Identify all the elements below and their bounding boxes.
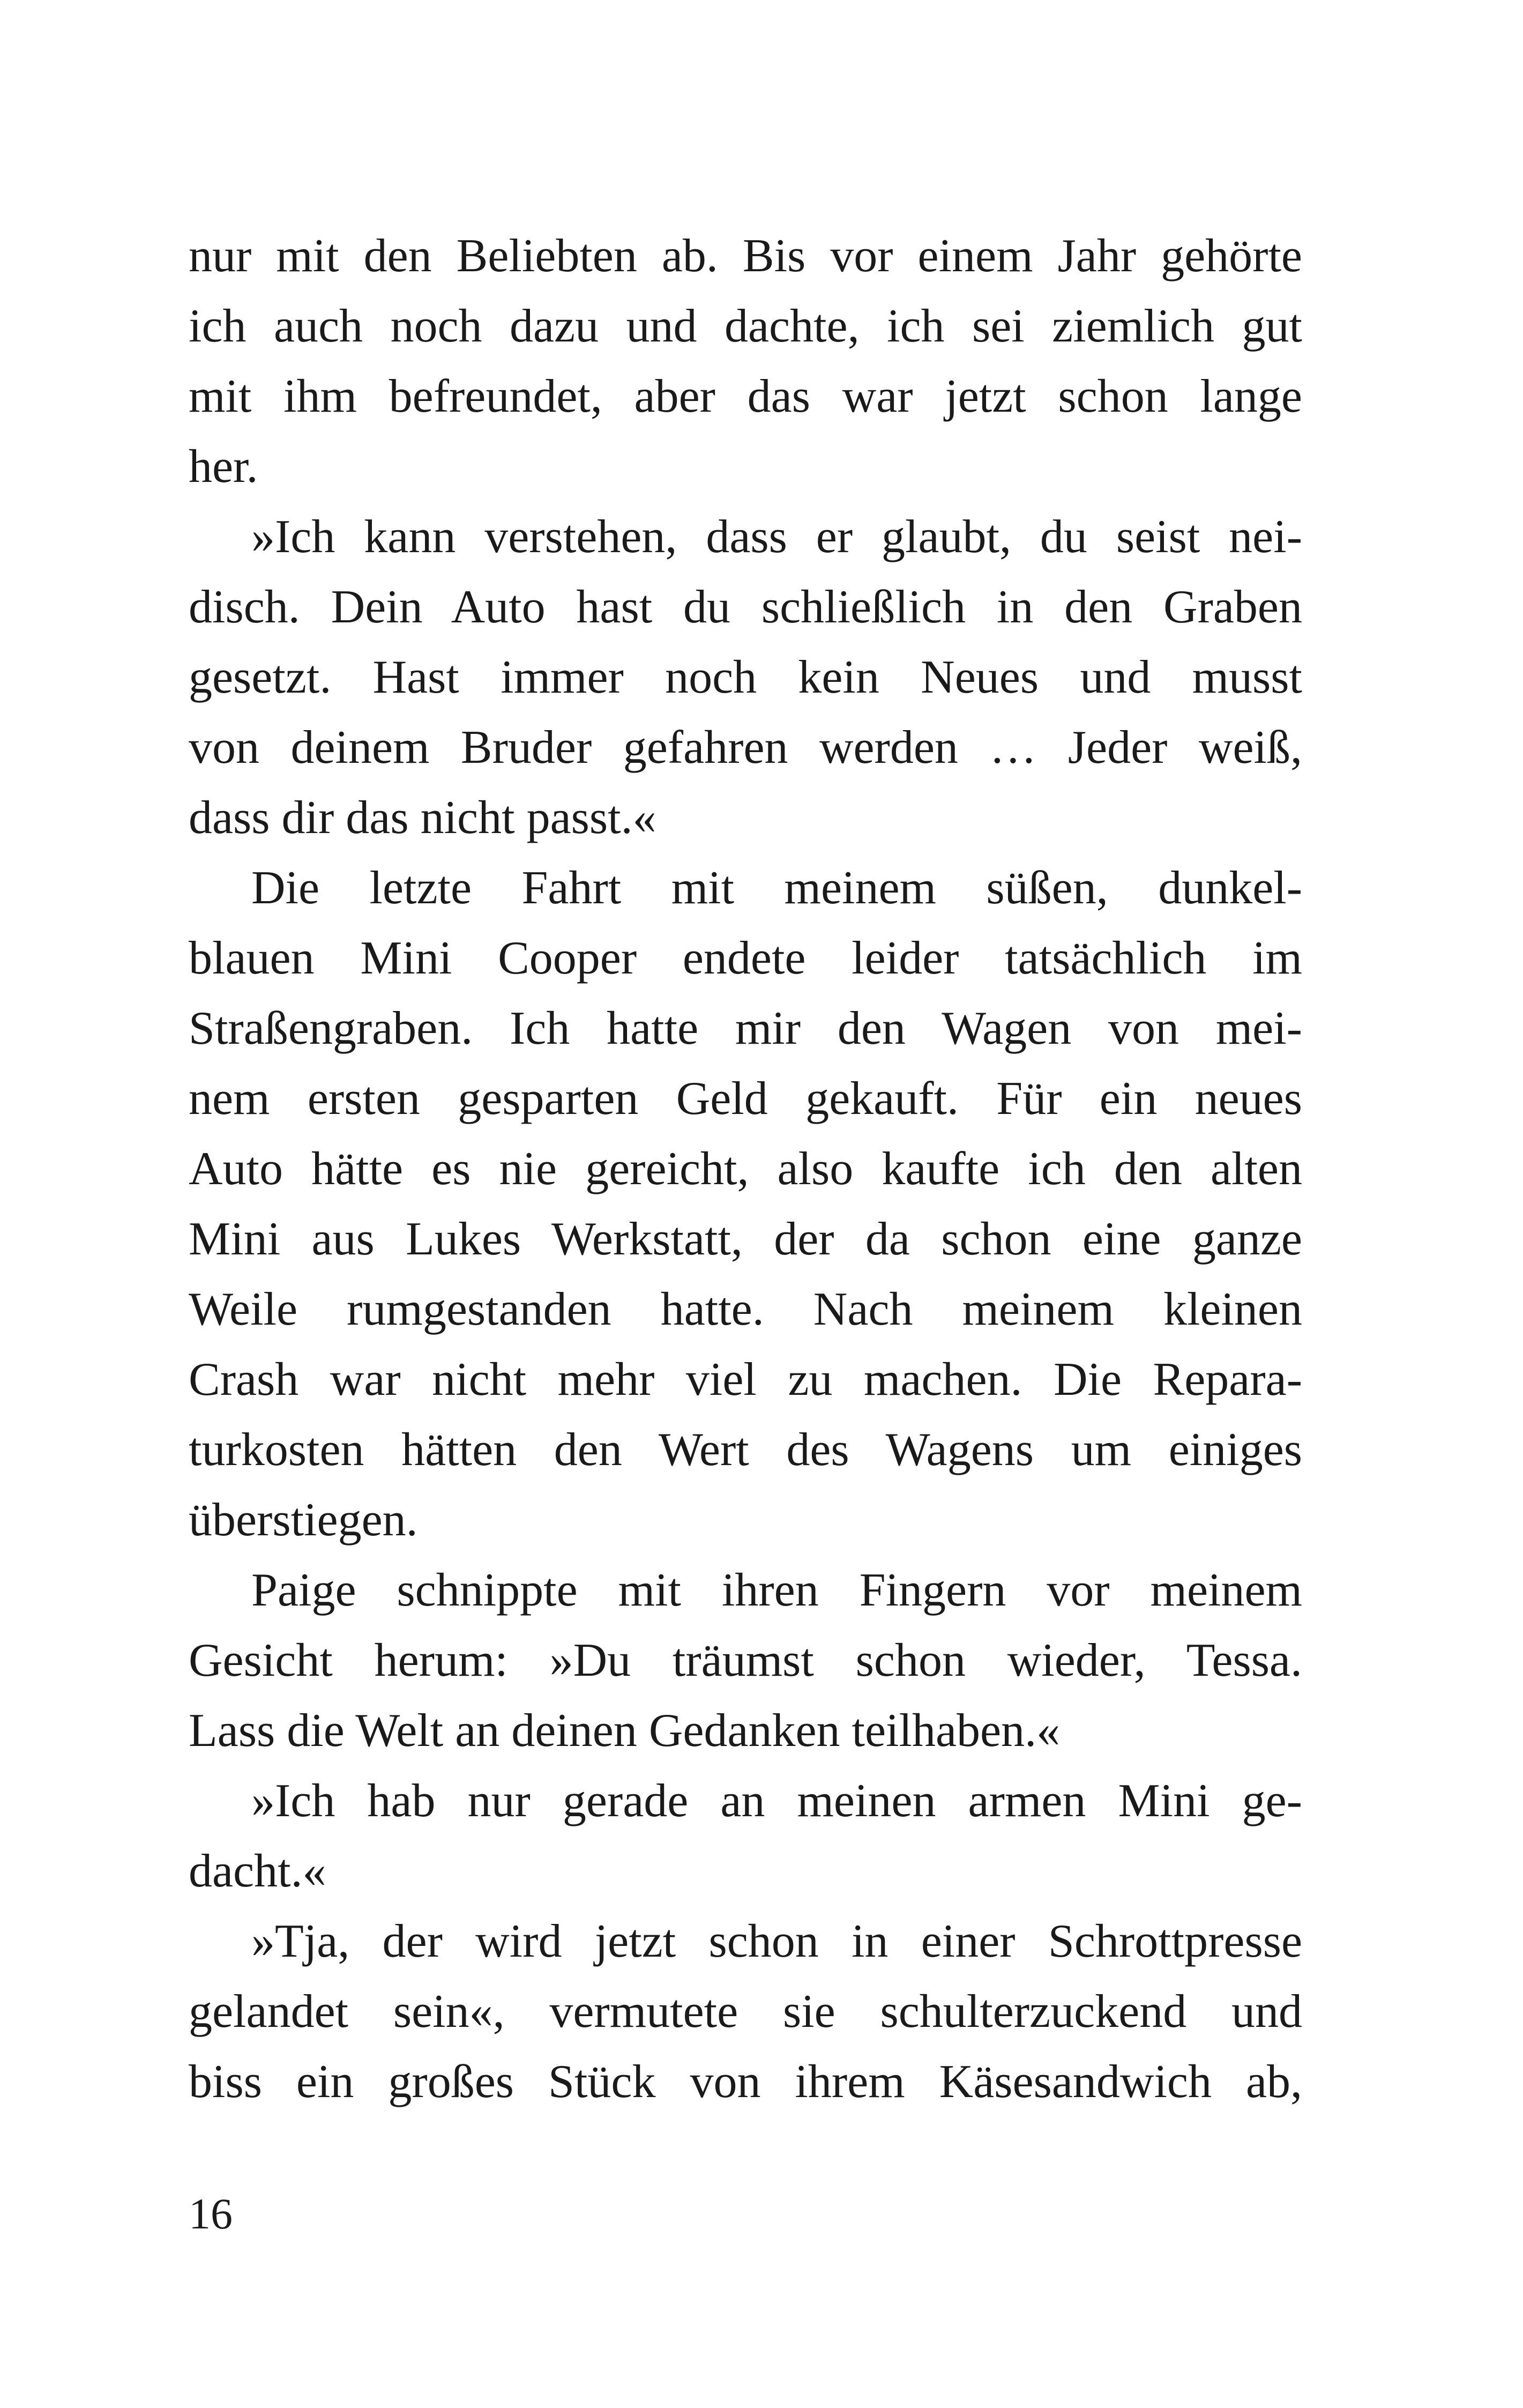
text-line: Die letzte Fahrt mit meinem süßen, dunkel- — [251, 862, 1302, 914]
text-line: Crash war nicht mehr viel zu machen. Die Repara- — [189, 1354, 1302, 1406]
text-line: mit ihm befreundet, aber das war jetzt schon lange — [189, 370, 1302, 422]
text-line: disch. Dein Auto hast du schließlich in den Graben — [189, 581, 1302, 633]
text-line: von deinem Bruder gefahren werden … Jeder weiß, — [189, 722, 1302, 774]
text-line: Auto hätte es nie gereicht, also kaufte ich den alten — [189, 1143, 1302, 1195]
text-line: turkosten hätten den Wert des Wagens um einiges — [189, 1424, 1302, 1476]
body-text — [189, 221, 1302, 2117]
text-line: Gesicht herum: »Du träumst schon wieder, Tessa. — [189, 1634, 1302, 1686]
text-line: »Tja, der wird jetzt schon in einer Schrottpresse — [251, 1915, 1302, 1967]
text-line: dacht.« — [189, 1845, 326, 1897]
page-number: 16 — [189, 2189, 233, 2238]
text-line: gelandet sein«, vermutete sie schulterzuckend und — [189, 1986, 1302, 2038]
text-line: »Ich kann verstehen, dass er glaubt, du seist nei- — [251, 511, 1302, 563]
text-line: »Ich hab nur gerade an meinen armen Mini ge- — [251, 1775, 1302, 1827]
text-line: biss ein großes Stück von ihrem Käsesandwich ab, — [189, 2056, 1302, 2108]
text-line: Straßengraben. Ich hatte mir den Wagen von mei- — [189, 1002, 1302, 1054]
text-line: dass dir das nicht passt.« — [189, 792, 656, 844]
text-line: Weile rumgestanden hatte. Nach meinem kleinen — [189, 1283, 1302, 1335]
text-line: gesetzt. Hast immer noch kein Neues und musst — [189, 651, 1302, 703]
text-line: Paige schnippte mit ihren Fingern vor meinem — [251, 1564, 1302, 1616]
text-line: Mini aus Lukes Werkstatt, der da schon eine ganze — [189, 1213, 1302, 1265]
text-line: nem ersten gesparten Geld gekauft. Für ein neues — [189, 1073, 1302, 1125]
text-line: nur mit den Beliebten ab. Bis vor einem Jahr gehörte — [189, 230, 1302, 282]
text-line: blauen Mini Cooper endete leider tatsächlich im — [189, 932, 1302, 984]
text-line: Lass die Welt an deinen Gedanken teilhaben.« — [189, 1705, 1061, 1757]
text-line: her. — [189, 441, 258, 493]
text-line: ich auch noch dazu und dachte, ich sei ziemlich gut — [189, 300, 1302, 352]
text-line: überstiegen. — [189, 1494, 418, 1546]
